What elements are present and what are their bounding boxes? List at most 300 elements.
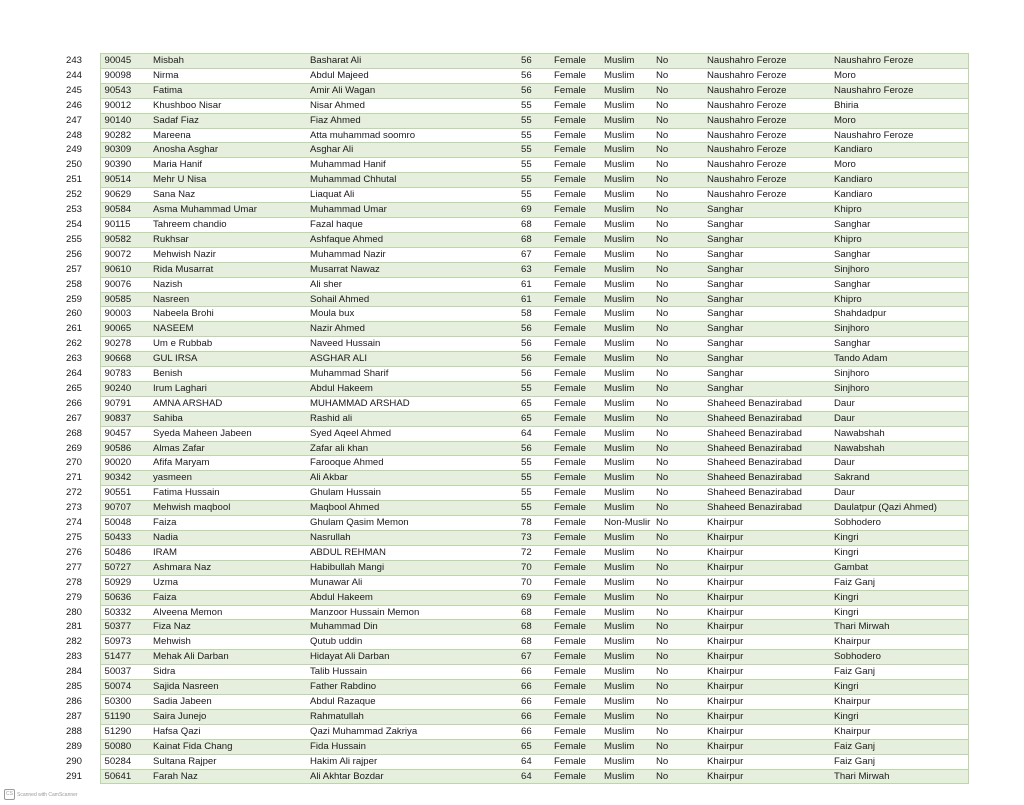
candidate-name-cell: Alveena Memon	[152, 605, 310, 620]
row-number-cell: 265	[66, 382, 83, 394]
religion-cell: Muslim	[604, 217, 656, 232]
gender-cell: Female	[554, 188, 604, 203]
candidate-id-cell: 50636	[100, 590, 152, 605]
marks-cell: 72	[521, 545, 554, 560]
table-row	[55, 381, 968, 396]
taluka-cell: Nawabshah	[834, 441, 968, 456]
marks-cell: 66	[521, 694, 554, 709]
marks-cell: 58	[521, 307, 554, 322]
religion-cell: Muslim	[604, 143, 656, 158]
candidate-id-cell: 90342	[100, 471, 152, 486]
father-name-cell: Muhammad Sharif	[310, 367, 521, 382]
disability-cell: No	[656, 292, 707, 307]
candidate-id-cell: 50080	[100, 739, 152, 754]
row-number-cell: 275	[66, 532, 83, 543]
district-cell: Sanghar	[707, 217, 834, 232]
disability-cell: No	[656, 486, 707, 501]
gender-cell: Female	[554, 575, 604, 590]
district-cell: Khairpur	[707, 650, 834, 665]
taluka-cell: Khairpur	[834, 724, 968, 739]
taluka-cell: Daur	[834, 486, 968, 501]
row-number-cell: 252	[66, 189, 83, 201]
father-name-cell: Fiaz Ahmed	[310, 113, 521, 128]
candidate-name-cell: Tahreem chandio	[152, 217, 310, 232]
row-number-cell: 270	[66, 457, 83, 469]
candidate-id-cell: 51290	[100, 724, 152, 739]
father-name-cell: Nasrullah	[310, 531, 521, 546]
religion-cell: Muslim	[604, 158, 656, 173]
marks-cell: 66	[521, 665, 554, 680]
table-row	[55, 113, 968, 128]
candidate-name-cell: Sadia Jabeen	[152, 694, 310, 709]
religion-cell: Muslim	[604, 590, 656, 605]
religion-cell: Muslim	[604, 769, 656, 784]
disability-cell: No	[656, 367, 707, 382]
gender-cell: Female	[554, 217, 604, 232]
taluka-cell: Shahdadpur	[834, 307, 968, 322]
marks-cell: 68	[521, 605, 554, 620]
gender-cell: Female	[554, 143, 604, 158]
religion-cell: Muslim	[604, 322, 656, 337]
father-name-cell: Sohail Ahmed	[310, 292, 521, 307]
religion-cell: Muslim	[604, 739, 656, 754]
disability-cell: No	[656, 322, 707, 337]
father-name-cell: Qutub uddin	[310, 635, 521, 650]
marks-cell: 56	[521, 83, 554, 98]
disability-cell: No	[656, 605, 707, 620]
marks-cell: 56	[521, 441, 554, 456]
father-name-cell: Muhammad Chhutal	[310, 173, 521, 188]
taluka-cell: Sinjhoro	[834, 262, 968, 277]
candidate-name-cell: Fatima Hussain	[152, 486, 310, 501]
marks-cell: 68	[521, 620, 554, 635]
candidate-id-cell: 50727	[100, 560, 152, 575]
row-number-cell: 244	[66, 69, 83, 81]
candidate-id-cell: 90065	[100, 322, 152, 337]
father-name-cell: ASGHAR ALI	[310, 352, 521, 367]
religion-cell: Muslim	[604, 635, 656, 650]
candidate-table	[55, 53, 969, 784]
religion-cell: Muslim	[604, 337, 656, 352]
taluka-cell: Daulatpur (Qazi Ahmed)	[834, 501, 968, 516]
candidate-name-cell: Misbah	[152, 54, 310, 69]
gender-cell: Female	[554, 694, 604, 709]
father-name-cell: Moula bux	[310, 307, 521, 322]
religion-cell: Muslim	[604, 709, 656, 724]
table-row	[55, 83, 968, 98]
taluka-cell: Thari Mirwah	[834, 769, 968, 784]
father-name-cell: Muhammad Nazir	[310, 247, 521, 262]
row-number-cell: 262	[66, 338, 83, 350]
candidate-name-cell: Almas Zafar	[152, 441, 310, 456]
marks-cell: 67	[521, 247, 554, 262]
table-row	[55, 396, 968, 411]
marks-cell: 63	[521, 262, 554, 277]
candidate-name-cell: Nasreen	[152, 292, 310, 307]
candidate-id-cell: 50284	[100, 754, 152, 769]
district-cell: Khairpur	[707, 709, 834, 724]
row-number-cell: 286	[66, 695, 83, 707]
religion-cell: Muslim	[604, 620, 656, 635]
district-cell: Sanghar	[707, 367, 834, 382]
marks-cell: 55	[521, 158, 554, 173]
row-number-cell: 284	[66, 666, 83, 678]
candidate-name-cell: Sajida Nasreen	[152, 680, 310, 695]
table-row	[55, 531, 968, 546]
gender-cell: Female	[554, 590, 604, 605]
father-name-cell: Abdul Hakeem	[310, 590, 521, 605]
table-row	[55, 590, 968, 605]
religion-cell: Muslim	[604, 307, 656, 322]
taluka-cell: Faiz Ganj	[834, 739, 968, 754]
gender-cell: Female	[554, 396, 604, 411]
table-row	[55, 694, 968, 709]
candidate-name-cell: Afifa Maryam	[152, 456, 310, 471]
father-name-cell: Qazi Muhammad Zakriya	[310, 724, 521, 739]
disability-cell: No	[656, 381, 707, 396]
taluka-cell: Naushahro Feroze	[834, 54, 968, 69]
row-number-cell: 249	[66, 144, 83, 156]
marks-cell: 55	[521, 471, 554, 486]
candidate-name-cell: Faiza	[152, 516, 310, 531]
gender-cell: Female	[554, 456, 604, 471]
father-name-cell: Nisar Ahmed	[310, 98, 521, 113]
district-cell: Khairpur	[707, 694, 834, 709]
candidate-name-cell: Mehwish maqbool	[152, 501, 310, 516]
father-name-cell: Rashid ali	[310, 411, 521, 426]
taluka-cell: Kingri	[834, 709, 968, 724]
religion-cell: Muslim	[604, 426, 656, 441]
district-cell: Khairpur	[707, 665, 834, 680]
father-name-cell: Muhammad Hanif	[310, 158, 521, 173]
marks-cell: 56	[521, 367, 554, 382]
gender-cell: Female	[554, 128, 604, 143]
religion-cell: Muslim	[604, 113, 656, 128]
religion-cell: Muslim	[604, 247, 656, 262]
father-name-cell: Syed Aqeel Ahmed	[310, 426, 521, 441]
marks-cell: 55	[521, 98, 554, 113]
gender-cell: Female	[554, 337, 604, 352]
gender-cell: Female	[554, 605, 604, 620]
candidate-name-cell: Sana Naz	[152, 188, 310, 203]
marks-cell: 55	[521, 501, 554, 516]
taluka-cell: Faiz Ganj	[834, 665, 968, 680]
candidate-name-cell: Sultana Rajper	[152, 754, 310, 769]
marks-cell: 67	[521, 650, 554, 665]
disability-cell: No	[656, 217, 707, 232]
table-row	[55, 635, 968, 650]
disability-cell: No	[656, 277, 707, 292]
district-cell: Khairpur	[707, 635, 834, 650]
candidate-name-cell: Benish	[152, 367, 310, 382]
table-row	[55, 143, 968, 158]
taluka-cell: Naushahro Feroze	[834, 83, 968, 98]
candidate-id-cell: 90282	[100, 128, 152, 143]
taluka-cell: Kandiaro	[834, 188, 968, 203]
row-number-cell: 288	[66, 725, 83, 737]
district-cell: Sanghar	[707, 337, 834, 352]
taluka-cell: Sobhodero	[834, 516, 968, 531]
candidate-name-cell: Sidra	[152, 665, 310, 680]
table-row	[55, 709, 968, 724]
marks-cell: 56	[521, 54, 554, 69]
father-name-cell: Manzoor Hussain Memon	[310, 605, 521, 620]
marks-cell: 55	[521, 486, 554, 501]
taluka-cell: Bhiria	[834, 98, 968, 113]
row-number-cell: 269	[66, 442, 83, 454]
table-row	[55, 203, 968, 218]
district-cell: Khairpur	[707, 531, 834, 546]
table-row	[55, 173, 968, 188]
table-body	[55, 54, 968, 784]
table-row	[55, 352, 968, 367]
father-name-cell: Ali Akbar	[310, 471, 521, 486]
religion-cell: Muslim	[604, 724, 656, 739]
father-name-cell: Muhammad Umar	[310, 203, 521, 218]
gender-cell: Female	[554, 411, 604, 426]
religion-cell: Muslim	[604, 575, 656, 590]
candidate-id-cell: 50641	[100, 769, 152, 784]
candidate-name-cell: Nazish	[152, 277, 310, 292]
candidate-name-cell: Hafsa Qazi	[152, 724, 310, 739]
candidate-id-cell: 90020	[100, 456, 152, 471]
candidate-id-cell: 90610	[100, 262, 152, 277]
candidate-id-cell: 90629	[100, 188, 152, 203]
gender-cell: Female	[554, 277, 604, 292]
taluka-cell: Sanghar	[834, 277, 968, 292]
taluka-cell: Kingri	[834, 590, 968, 605]
disability-cell: No	[656, 247, 707, 262]
taluka-cell: Kingri	[834, 531, 968, 546]
disability-cell: No	[656, 501, 707, 516]
taluka-cell: Khairpur	[834, 694, 968, 709]
candidate-id-cell: 90543	[100, 83, 152, 98]
row-number-cell: 267	[66, 412, 83, 424]
row-number-cell: 263	[66, 353, 83, 365]
marks-cell: 55	[521, 173, 554, 188]
gender-cell: Female	[554, 769, 604, 784]
table-row	[55, 247, 968, 262]
table-row	[55, 754, 968, 769]
candidate-name-cell: yasmeen	[152, 471, 310, 486]
row-number-cell: 261	[66, 323, 83, 335]
candidate-name-cell: Khushboo Nisar	[152, 98, 310, 113]
table-row	[55, 471, 968, 486]
district-cell: Naushahro Feroze	[707, 143, 834, 158]
marks-cell: 55	[521, 113, 554, 128]
candidate-id-cell: 90115	[100, 217, 152, 232]
candidate-id-cell: 50486	[100, 545, 152, 560]
row-number-cell: 279	[66, 591, 83, 603]
disability-cell: No	[656, 128, 707, 143]
religion-cell: Muslim	[604, 262, 656, 277]
marks-cell: 55	[521, 188, 554, 203]
row-number-cell: 259	[66, 293, 83, 305]
marks-cell: 68	[521, 217, 554, 232]
candidate-id-cell: 50929	[100, 575, 152, 590]
disability-cell: No	[656, 113, 707, 128]
row-number-cell: 285	[66, 681, 83, 693]
district-cell: Sanghar	[707, 381, 834, 396]
father-name-cell: Rahmatullah	[310, 709, 521, 724]
candidate-name-cell: Nabeela Brohi	[152, 307, 310, 322]
gender-cell: Female	[554, 292, 604, 307]
marks-cell: 61	[521, 292, 554, 307]
disability-cell: No	[656, 411, 707, 426]
religion-cell: Muslim	[604, 352, 656, 367]
district-cell: Shaheed Benazirabad	[707, 441, 834, 456]
disability-cell: No	[656, 754, 707, 769]
row-number-cell: 258	[66, 278, 83, 290]
disability-cell: No	[656, 471, 707, 486]
taluka-cell: Kandiaro	[834, 173, 968, 188]
gender-cell: Female	[554, 262, 604, 277]
gender-cell: Female	[554, 545, 604, 560]
district-cell: Khairpur	[707, 739, 834, 754]
disability-cell: No	[656, 203, 707, 218]
district-cell: Naushahro Feroze	[707, 188, 834, 203]
district-cell: Naushahro Feroze	[707, 173, 834, 188]
row-number-cell: 278	[66, 576, 83, 588]
table-row	[55, 605, 968, 620]
religion-cell: Muslim	[604, 188, 656, 203]
disability-cell: No	[656, 709, 707, 724]
district-cell: Naushahro Feroze	[707, 158, 834, 173]
disability-cell: No	[656, 98, 707, 113]
candidate-name-cell: Maria Hanif	[152, 158, 310, 173]
gender-cell: Female	[554, 158, 604, 173]
father-name-cell: Ashfaque Ahmed	[310, 232, 521, 247]
father-name-cell: Muhammad Din	[310, 620, 521, 635]
candidate-name-cell: Ashmara Naz	[152, 560, 310, 575]
marks-cell: 69	[521, 590, 554, 605]
candidate-id-cell: 90309	[100, 143, 152, 158]
gender-cell: Female	[554, 54, 604, 69]
disability-cell: No	[656, 650, 707, 665]
row-number-cell: 255	[66, 233, 83, 245]
marks-cell: 66	[521, 680, 554, 695]
candidate-name-cell: Fatima	[152, 83, 310, 98]
gender-cell: Female	[554, 367, 604, 382]
marks-cell: 56	[521, 322, 554, 337]
taluka-cell: Daur	[834, 411, 968, 426]
taluka-cell: Kingri	[834, 680, 968, 695]
religion-cell: Muslim	[604, 754, 656, 769]
candidate-name-cell: NASEEM	[152, 322, 310, 337]
district-cell: Shaheed Benazirabad	[707, 456, 834, 471]
taluka-cell: Kingri	[834, 545, 968, 560]
candidate-id-cell: 51190	[100, 709, 152, 724]
district-cell: Khairpur	[707, 560, 834, 575]
father-name-cell: Farooque Ahmed	[310, 456, 521, 471]
row-number-cell: 280	[66, 606, 83, 618]
candidate-id-cell: 51477	[100, 650, 152, 665]
disability-cell: No	[656, 143, 707, 158]
gender-cell: Female	[554, 113, 604, 128]
district-cell: Naushahro Feroze	[707, 128, 834, 143]
taluka-cell: Naushahro Feroze	[834, 128, 968, 143]
district-cell: Sanghar	[707, 203, 834, 218]
candidate-id-cell: 50300	[100, 694, 152, 709]
candidate-name-cell: Irum Laghari	[152, 381, 310, 396]
taluka-cell: Sinjhoro	[834, 367, 968, 382]
table-row	[55, 411, 968, 426]
gender-cell: Female	[554, 471, 604, 486]
candidate-name-cell: Rukhsar	[152, 232, 310, 247]
religion-cell: Muslim	[604, 83, 656, 98]
gender-cell: Female	[554, 709, 604, 724]
table-row	[55, 322, 968, 337]
father-name-cell: Fida Hussain	[310, 739, 521, 754]
row-number-cell: 271	[66, 472, 83, 484]
taluka-cell: Kingri	[834, 605, 968, 620]
religion-cell: Muslim	[604, 486, 656, 501]
marks-cell: 55	[521, 128, 554, 143]
row-number-cell: 268	[66, 427, 83, 439]
table-row	[55, 307, 968, 322]
gender-cell: Female	[554, 665, 604, 680]
row-number-cell: 247	[66, 114, 83, 126]
disability-cell: No	[656, 694, 707, 709]
candidate-id-cell: 90240	[100, 381, 152, 396]
candidate-name-cell: Anosha Asghar	[152, 143, 310, 158]
religion-cell: Muslim	[604, 232, 656, 247]
taluka-cell: Sakrand	[834, 471, 968, 486]
table-row	[55, 545, 968, 560]
table-row	[55, 188, 968, 203]
candidate-name-cell: Saira Junejo	[152, 709, 310, 724]
table-row	[55, 337, 968, 352]
marks-cell: 55	[521, 143, 554, 158]
candidate-id-cell: 90045	[100, 54, 152, 69]
gender-cell: Female	[554, 83, 604, 98]
district-cell: Sanghar	[707, 247, 834, 262]
disability-cell: No	[656, 396, 707, 411]
gender-cell: Female	[554, 381, 604, 396]
candidate-id-cell: 50973	[100, 635, 152, 650]
disability-cell: No	[656, 352, 707, 367]
religion-cell: Muslim	[604, 471, 656, 486]
marks-cell: 64	[521, 769, 554, 784]
district-cell: Khairpur	[707, 590, 834, 605]
disability-cell: No	[656, 83, 707, 98]
district-cell: Khairpur	[707, 605, 834, 620]
religion-cell: Muslim	[604, 68, 656, 83]
district-cell: Sanghar	[707, 352, 834, 367]
candidate-id-cell: 90551	[100, 486, 152, 501]
father-name-cell: Liaquat Ali	[310, 188, 521, 203]
row-number-cell: 282	[66, 636, 83, 648]
row-number-cell: 266	[66, 397, 83, 409]
gender-cell: Female	[554, 322, 604, 337]
row-number-cell: 257	[66, 263, 83, 275]
district-cell: Khairpur	[707, 545, 834, 560]
marks-cell: 68	[521, 232, 554, 247]
district-cell: Khairpur	[707, 516, 834, 531]
table-row	[55, 68, 968, 83]
row-number-cell: 248	[66, 129, 83, 141]
disability-cell: No	[656, 739, 707, 754]
religion-cell: Muslim	[604, 501, 656, 516]
candidate-name-cell: Farah Naz	[152, 769, 310, 784]
table-row	[55, 232, 968, 247]
taluka-cell: Khipro	[834, 232, 968, 247]
table-row	[55, 680, 968, 695]
row-number-cell: 254	[66, 218, 83, 230]
disability-cell: No	[656, 54, 707, 69]
taluka-cell: Sinjhoro	[834, 381, 968, 396]
candidate-name-cell: IRAM	[152, 545, 310, 560]
